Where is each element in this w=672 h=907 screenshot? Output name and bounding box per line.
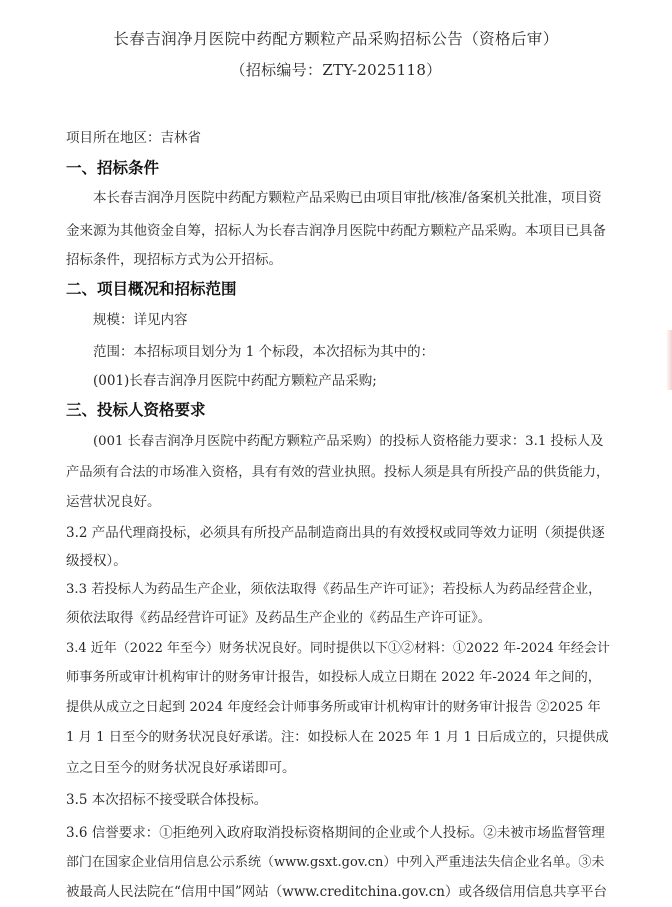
- section-3-line: 3.3 若投标人为药品生产企业，须依法取得《药品生产许可证》；若投标人为药品经营企业，: [66, 582, 602, 597]
- seal-edge-mark: [666, 330, 672, 390]
- section-2-scope: 范围：本招标项目划分为 1 个标段，本次招标为其中的：: [93, 344, 435, 360]
- section-1-line: 招标条件，现招标方式为公开招标。: [66, 252, 282, 268]
- section-3-line: 产品须有合法的市场准入资格，具有有效的营业执照。投标人须是具有所投产品的供货能力，: [66, 465, 610, 480]
- section-3-line: 部门在国家企业信用信息公示系统（www.gsxt.gov.cn）中列入严重违法失信企业名单。③未: [66, 855, 605, 870]
- tender-number: （招标编号：ZTY-2025118）: [230, 61, 442, 79]
- section-3-line: 3.4 近年（2022 年至今）财务状况良好。同时提供以下①②材料：①2022 年-2024 年经会计: [66, 641, 610, 656]
- section-2-scale: 规模：详见内容: [93, 312, 188, 328]
- section-3-line: (001 长春吉润净月医院中药配方颗粒产品采购）的投标人资格能力要求：3.1 投标人及: [93, 434, 604, 449]
- section-3-line: 1 月 1 日至今的财务状况良好承诺。注：如投标人在 2025 年 1 月 1 日后成立的，只提供成: [66, 730, 609, 745]
- project-location: 项目所在地区：吉林省: [66, 130, 201, 146]
- section-3-line: 提供从成立之日起到 2024 年度经会计师事务所或审计机构审计的财务审计报告 ②2025 年: [66, 700, 601, 715]
- section-3-line: 立之日至今的财务状况良好承诺即可。: [66, 760, 296, 776]
- section-1-line: 金来源为其他资金自筹，招标人为长春吉润净月医院中药配方颗粒产品采购。本项目已具备: [66, 223, 606, 239]
- section-3-line: 须依法取得《药品经营许可证》及药品生产企业的《药品生产许可证》。: [66, 610, 492, 626]
- section-3-line: 级授权）。: [66, 553, 127, 569]
- section-2-heading: 二、项目概况和招标范围: [66, 280, 237, 298]
- document-title: 长春吉润净月医院中药配方颗粒产品采购招标公告（资格后审）: [113, 30, 559, 48]
- section-3-line: 3.2 产品代理商投标，必须具有所投产品制造商出具的有效授权或同等效力证明（须提供逐: [66, 525, 605, 541]
- section-1-heading: 一、招标条件: [66, 159, 160, 177]
- section-3-line: 运营状况良好。: [66, 494, 161, 510]
- section-3-line: 3.5 本次招标不接受联合体投标。: [66, 792, 268, 808]
- section-3-line: 被最高人民法院在“信用中国”网站（www.creditchina.gov.cn）或各级信用信息共享平台: [66, 884, 607, 900]
- section-3-heading: 三、投标人资格要求: [66, 401, 206, 419]
- section-3-line: 师事务所或审计机构审计的财务审计报告，如投标人成立日期在 2022 年-2024 年之间的，: [66, 670, 602, 685]
- section-1-line: 本长春吉润净月医院中药配方颗粒产品采购已由项目审批/核准/备案机关批准，项目资: [93, 190, 602, 206]
- section-2-item: (001)长春吉润净月医院中药配方颗粒产品采购;: [93, 373, 377, 389]
- section-3-line: 3.6 信誉要求：①拒绝列入政府取消投标资格期间的企业或个人投标。②未被市场监督管理: [66, 825, 605, 841]
